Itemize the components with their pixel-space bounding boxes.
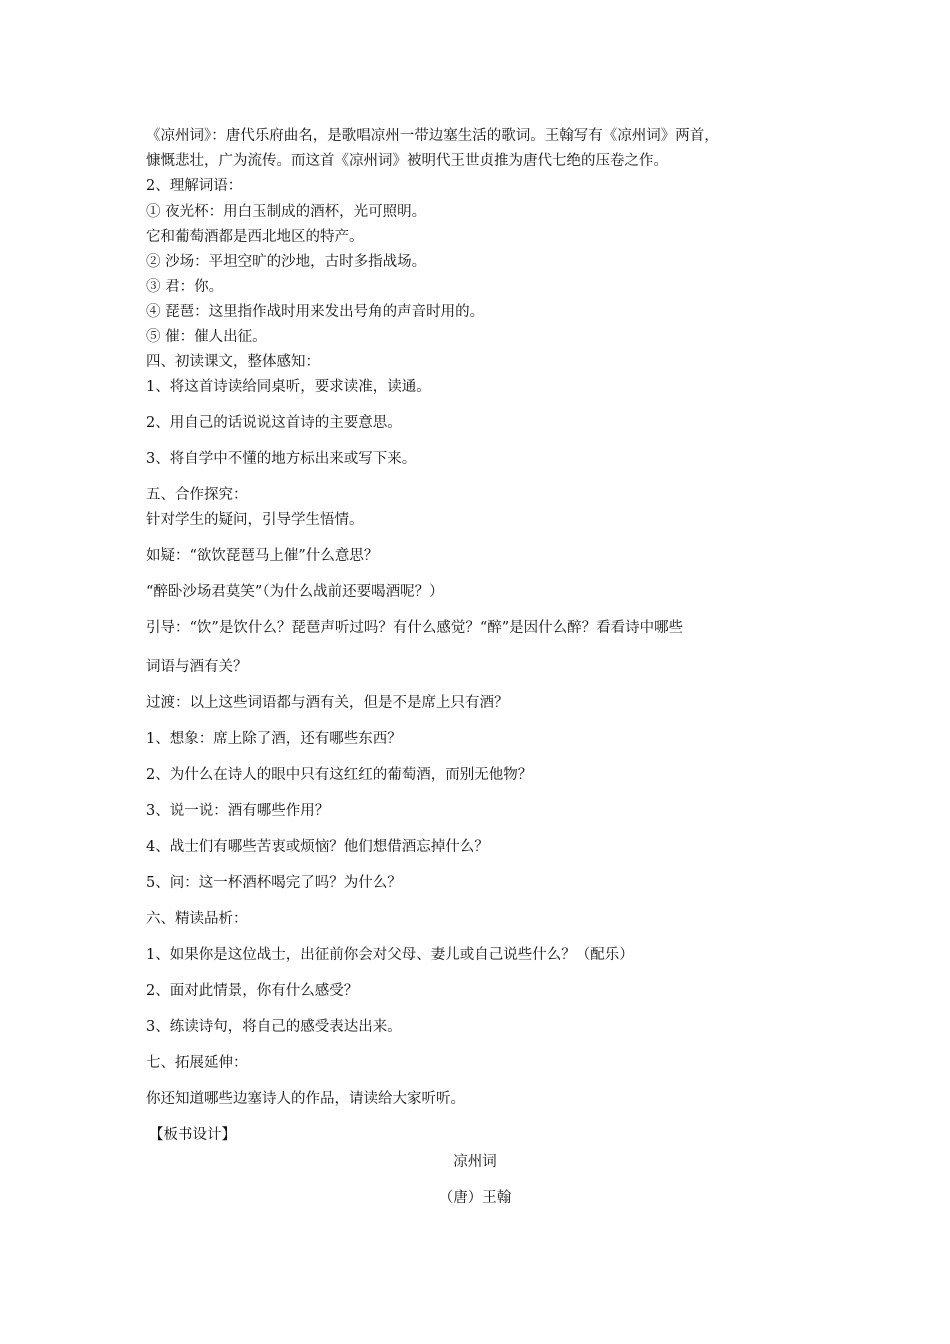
section-7-item-1: 你还知道哪些边塞诗人的作品，请读给大家听听。 <box>146 1091 465 1107</box>
vocab-item-5: ⑤ 催：催人出征。 <box>146 329 267 345</box>
section-5-guide-line-1: 引导：“饮”是饮什么？琵琶声听过吗？有什么感觉？“醉”是因什么醉？看看诗中哪些 <box>146 620 684 636</box>
section-5-transition: 过渡：以上这些词语都与酒有关，但是不是席上只有酒？ <box>146 695 509 711</box>
section-5-item-4: 4、战士们有哪些苦衷或烦恼？他们想借酒忘掉什么？ <box>146 839 489 855</box>
section-4-item-1: 1、将这首诗读给同桌听，要求读准，读通。 <box>146 379 431 395</box>
board-poem-title: 凉州词 <box>453 1154 497 1170</box>
intro-line-2: 慷慨悲壮，广为流传。而这首《凉州词》被明代王世贞推为唐代七绝的压卷之作。 <box>146 153 668 169</box>
section-4-item-2: 2、用自己的话说说这首诗的主要意思。 <box>146 415 402 431</box>
section-5-item-3: 3、说一说：酒有哪些作用？ <box>146 803 330 819</box>
vocab-item-2: ② 沙场：平坦空旷的沙地，古时多指战场。 <box>146 254 427 270</box>
board-poem-author: （唐）王翰 <box>438 1190 512 1206</box>
board-design-heading: 【板书设计】 <box>149 1127 236 1143</box>
section-6-item-2: 2、面对此情景，你有什么感受？ <box>146 983 359 999</box>
section-5-item-2: 2、为什么在诗人的眼中只有这红红的葡萄酒，而别无他物？ <box>146 767 533 783</box>
section-6-heading: 六、精读品析： <box>146 911 248 927</box>
section-5-question-1: 如疑：“欲饮琵琶马上催”什么意思？ <box>146 548 379 564</box>
vocab-item-1-note: 它和葡萄酒都是西北地区的特产。 <box>146 229 364 245</box>
section-5-intro: 针对学生的疑问，引导学生悟情。 <box>146 512 364 528</box>
vocab-item-1: ① 夜光杯：用白玉制成的酒杯，光可照明。 <box>146 204 427 220</box>
section-5-item-5: 5、问：这一杯酒杯喝完了吗？为什么？ <box>146 875 402 891</box>
intro-line-1: 《凉州词》：唐代乐府曲名，是歌唱凉州一带边塞生活的歌词。王翰写有《凉州词》两首， <box>146 128 719 144</box>
section-7-heading: 七、拓展延伸： <box>146 1055 248 1071</box>
section-6-item-3: 3、练读诗句，将自己的感受表达出来。 <box>146 1019 402 1035</box>
section-5-heading: 五、合作探究： <box>146 487 248 503</box>
section-5-item-1: 1、想象：席上除了酒，还有哪些东西？ <box>146 731 402 747</box>
section-5-guide-line-2: 词语与酒有关？ <box>146 659 248 675</box>
section-4-heading: 四、初读课文，整体感知： <box>146 354 320 370</box>
vocab-item-4: ④ 琵琶：这里指作战时用来发出号角的声音时用的。 <box>146 304 485 320</box>
section-5-question-2: “醉卧沙场君莫笑”（为什么战前还要喝酒呢？） <box>146 584 444 600</box>
vocab-heading: 2、理解词语： <box>146 178 243 194</box>
section-4-item-3: 3、将自学中不懂的地方标出来或写下来。 <box>146 451 417 467</box>
vocab-item-3: ③ 君：你。 <box>146 279 224 295</box>
section-6-item-1: 1、如果你是这位战士，出征前你会对父母、妻儿或自己说些什么？（配乐） <box>146 947 634 963</box>
